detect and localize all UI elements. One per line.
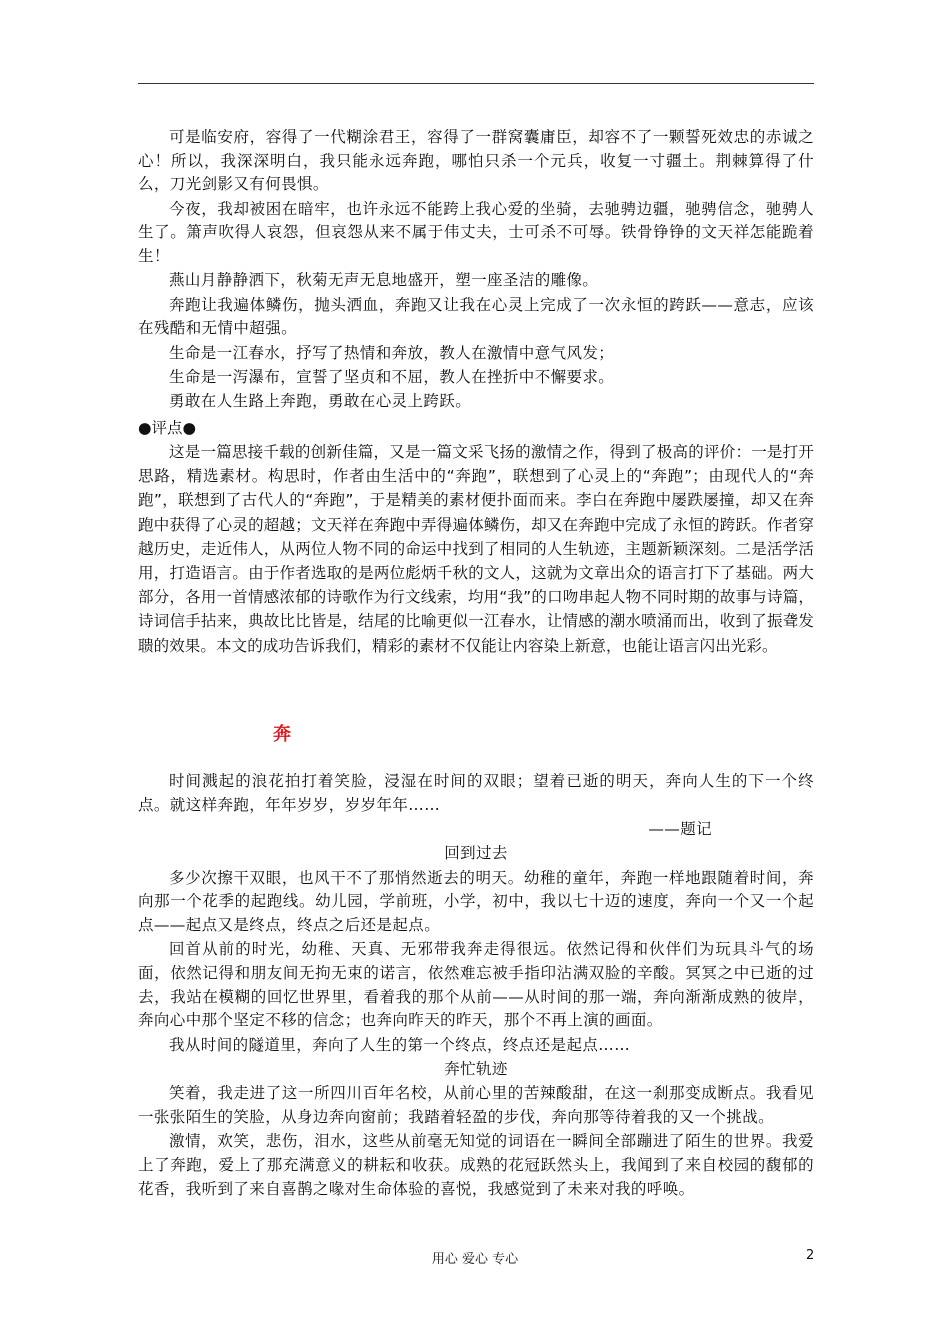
section-2 xyxy=(138,770,814,1202)
paragraph: 笑着，我走进了这一所四川百年名校，从前心里的苦辣酸甜，在这一刹那变成断点。我看见一张张陌生的笑脸，从身边奔向窗前；我踏着轻盈的步伐，奔向那等待着我的又一个挑战。 xyxy=(138,1084,814,1126)
comment-heading: ●评点● xyxy=(138,419,197,437)
page-number: 2 xyxy=(806,1248,815,1263)
paragraph: 今夜，我却被困在暗牢，也许永远不能跨上我心爱的坐骑，去驰骋边疆，驰骋信念，驰骋人生了。箫声吹得人哀怨，但哀怨从来不属于伟丈夫，士可杀不可辱。铁骨铮铮的文天祥怎能跪着生！ xyxy=(138,199,814,266)
article-title: 奔 xyxy=(273,724,291,745)
paragraph: 可是临安府，容得了一代糊涂君王，容得了一群窝囊庸臣，却容不了一颗誓死效忠的赤诚之心！所以，我深深明白，我只能永远奔跑，哪怕只杀一个元兵，收复一寸疆土。荆棘算得了什么，刀光剑影又有何畏惧。 xyxy=(138,128,814,194)
paragraph: 生命是一泻瀑布，宣誓了坚贞和不屈，教人在挫折中不懈要求。 xyxy=(169,368,615,386)
comment-text: 这是一篇思接千载的创新佳篇，又是一篇文采飞扬的激情之作，得到了极高的评价：一是打开思路，精选素材。构思时，作者由生活中的“奔跑”，联想到了心灵上的“奔跑”；由现代人的“奔跑”，联想到了古代人的“奔跑”，于是精美的素材便扑面而来。李白在奔跑中屡跌屡撞，却又在奔跑中获得了心灵的超越；文天祥在奔跑中弄得遍体鳞伤，却又在奔跑中完成了永恒的跨跃。作者穿越历史，走近伟人，从两位人物不同的命运中找到了相同的人生轨迹，主题新颖深刻。二是活学活用，打造语言。由于作者选取的是两位彪炳千秋的文人，这就为文章出众的语言打下了基础。两大部分，各用一首情感浓郁的诗歌作为行文线索，均用“我”的口吻串起人物不同时期的故事与诗篇，诗词信手拈来，典故比比皆是，结尾的比喻更似一江春水，让情感的潮水喷涌而出，收到了振聋发聩的效果。本文的成功告诉我们，精彩的素材不仅能让内容染上新意，也能让语言闪出光彩。 xyxy=(138,443,814,655)
paragraph: 勇敢在人生路上奔跑，勇敢在心灵上跨跃。 xyxy=(169,392,472,411)
subtitle-1: 回到过去 xyxy=(444,844,508,863)
comment-block xyxy=(138,416,814,658)
paragraph: 激情，欢笑，悲伤，泪水，这些从前毫无知觉的词语在一瞬间全部蹦进了陌生的世界。我爱上了奔跑，爱上了那充满意义的耕耘和收获。成熟的花冠跃然头上，我闻到了来自校园的馥郁的花香，我听到了来自喜鹊之喙对生命体验的喜悦，我感觉到了未来对我的呼唤。 xyxy=(138,1132,814,1198)
footer-motto: 用心 爱心 专心 xyxy=(431,1252,519,1267)
paragraph: 我从时间的隧道里，奔向了人生的第一个终点，终点还是起点…… xyxy=(169,1035,631,1054)
epigraph-sign: ——题记 xyxy=(648,820,712,838)
header-rule xyxy=(138,83,814,84)
epigraph: 时间溅起的浪花拍打着笑脸，浸湿在时间的双眼；望着已逝的明天，奔向人生的下一个终点。就这样奔跑，年年岁岁，岁岁年年…… xyxy=(138,772,814,814)
paragraph: 回首从前的时光，幼稚、天真、无邪带我奔走得很远。依然记得和伙伴们为玩具斗气的场面，依然记得和朋友间无拘无束的诺言，依然难忘被手指印沾满双脸的辛酸。冥冥之中已逝的过去，我站在模糊的回忆世界里，看着我的那个从前——从时间的那一端，奔向渐渐成熟的彼岸，奔向心中那个坚定不移的信念；也奔向昨天的昨天，那个不再上演的画面。 xyxy=(138,940,814,1030)
paragraph: 生命是一江春水，抒写了热情和奔放，教人在激情中意气风发； xyxy=(169,343,615,362)
paragraph: 多少次擦干双眼，也风干不了那悄然逝去的明天。幼稚的童年，奔跑一样地跟随着时间，奔向那一个花季的起跑线。幼儿园，学前班，小学，初中，我以七十迈的速度，奔向一个又一个起点——起点又是终点，终点之后还是起点。 xyxy=(138,868,814,934)
paragraph: 奔跑让我遍体鳞伤，抛头洒血，奔跑又让我在心灵上完成了一次永恒的跨跃——意志，应该在残酷和无情中超强。 xyxy=(138,295,814,338)
subtitle-2: 奔忙轨迹 xyxy=(444,1060,508,1078)
section-1 xyxy=(138,126,814,658)
paragraph: 燕山月静静洒下，秋菊无声无息地盛开，塑一座圣洁的雕像。 xyxy=(169,271,599,290)
